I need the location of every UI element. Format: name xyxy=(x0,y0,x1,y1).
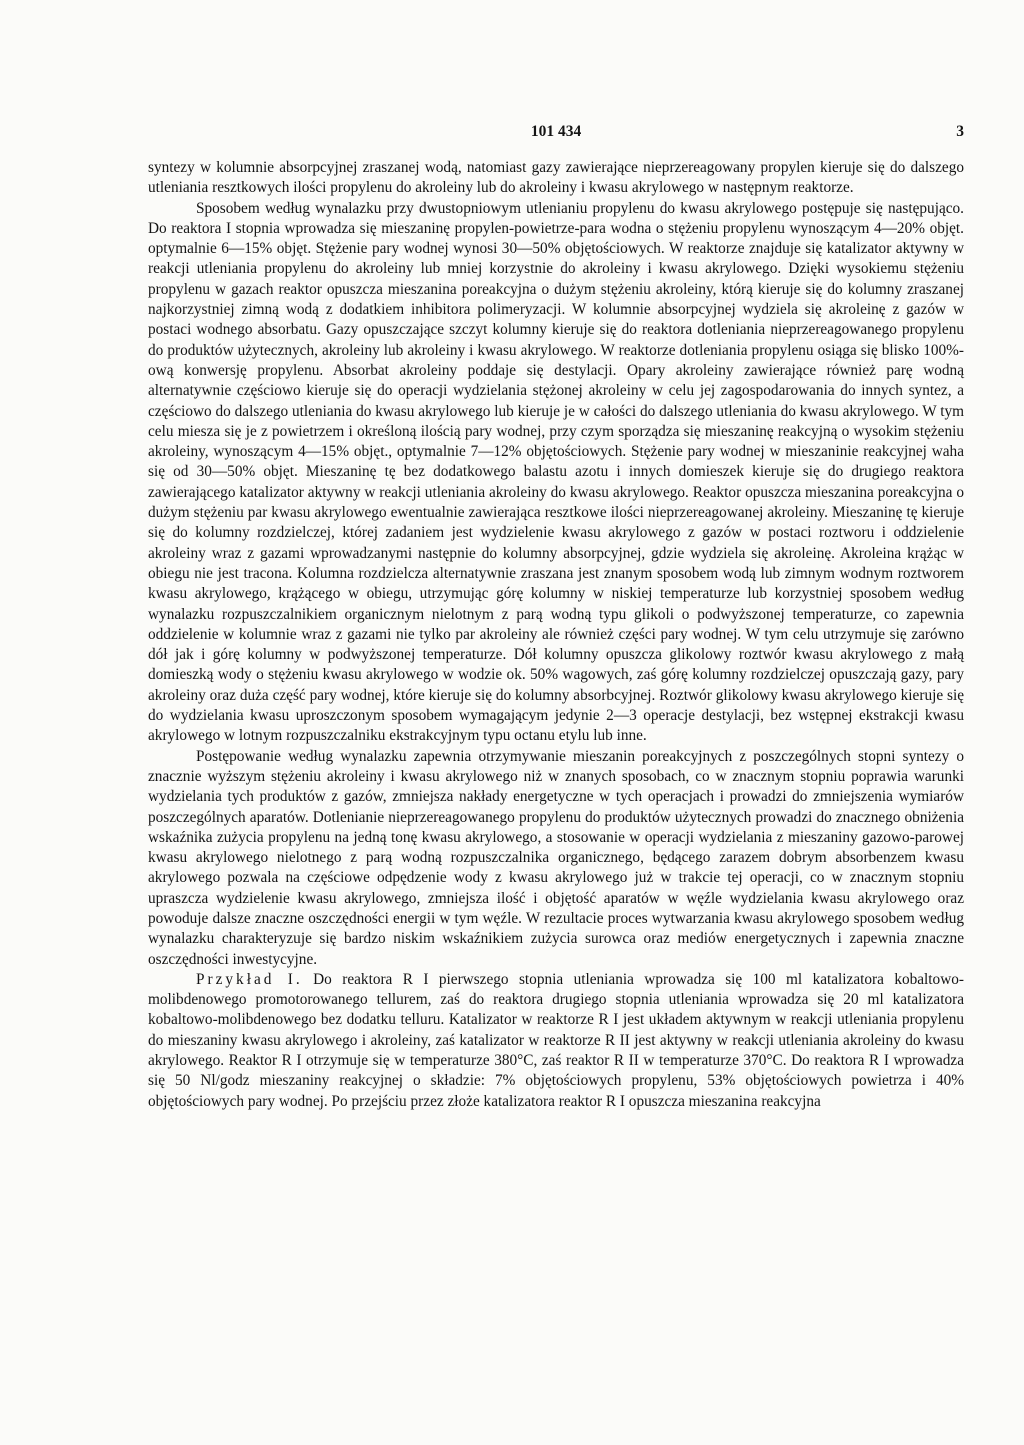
paragraph-text: Do reaktora R I pierwszego stopnia utleniania wprowadza się 100 ml katalizatora kobaltowo-molibdenowego promotorowanego tellurem, zaś do reaktora drugiego stopnia utleniania wprowadza się 20 ml katalizatora kobaltowo-molibdenowego bez dodatku telluru. Katalizator w reaktorze R I jest układem aktywnym w reakcji utleniania propylenu do mieszaniny kwasu akrylowego i akroleiny, zaś katalizator w reaktorze R II jest aktywny w reakcji utleniania akroleiny do kwasu akrylowego. Reaktor R I otrzymuje się w temperaturze 380°C, zaś reaktor R II w temperaturze 370°C. Do reaktora R I wprowadza się 50 Nl/godz mieszaniny reakcyjnej o składzie: 7% objętościowych propylenu, 53% objętościowych powietrza i 40% objętościowych pary wodnej. Po przejściu przez złoże katalizatora reaktor R I opuszcza mieszanina reakcyjna xyxy=(148,970,964,1110)
paragraph-text: Postępowanie według wynalazku zapewnia otrzymywanie mieszanin poreakcyjnych z poszczególnych stopni syntezy o znacznie wyższym stężeniu akroleiny i kwasu akrylowego niż w znanych sposobach, co w znacznym stopniu poprawia warunki wydzielania tych produktów z gazów, zmniejsza nakłady energetyczne w tych operacjach i prowadzi do zmniejszenia wymiarów poszczególnych aparatów. Dotlenianie nieprzereagowanego propylenu do produktów użytecznych prowadzi do znacznego obniżenia wskaźnika zużycia propylenu na jedną tonę kwasu akrylowego, a stosowanie w operacji wydzielania z mieszaniny gazowo-parowej kwasu akrylowego nielotnego z parą wodną rozpuszczalnika organicznego, będącego zarazem dobrym absorbenzem kwasu akrylowego pozwala na częściowe odpędzenie wody z kwasu akrylowego już w trakcie tej operacji, co w znacznym stopniu upraszcza wydzielenie kwasu akrylowego, zmniejsza ilość i objętość aparatów w węźle wydzielania kwasu akrylowego oraz powoduje dalsze znaczne oszczędności energii w tym węźle. W rezultacie proces wytwarzania kwasu akrylowego sposobem według wynalazku charakteryzuje się bardzo niskim wskaźnikiem zużycia surowca oraz mediów energetycznych i zapewnia znaczne oszczędności inwestycyjne. xyxy=(148,747,964,968)
paragraph-text: syntezy w kolumnie absorpcyjnej zraszanej wodą, natomiast gazy zawierające nieprzereagowany propylen kieruje się do dalszego utleniania resztkowych ilości propylenu do akroleiny lub do akroleiny i kwasu akrylowego w następnym reaktorze. xyxy=(148,159,964,197)
body-text xyxy=(148,158,964,1112)
paragraph-advantages xyxy=(148,747,964,970)
paragraph-method xyxy=(148,199,964,747)
example-heading: Przykład I. xyxy=(196,970,303,988)
paragraph-continuation xyxy=(148,158,964,199)
page-number: 3 xyxy=(956,123,964,140)
paragraph-text: Sposobem według wynalazku przy dwustopniowym utlenianiu propylenu do kwasu akrylowego postępuje się następująco. Do reaktora I stopnia wprowadza się mieszaninę propylen-powietrze-para wodna o stężeniu propylenu wynoszącym 4—20% objęt. optymalnie 6—15% objęt. Stężenie pary wodnej wynosi 30—50% objętościowych. W reaktorze znajduje się katalizator aktywny w reakcji utleniania propylenu do akroleiny lub mniej korzystnie do akroleiny i kwasu akrylowego. Dzięki wysokiemu stężeniu propylenu w gazach reaktor opuszcza mieszanina poreakcyjna o dużym stężeniu akroleiny, którą kieruje się do kolumny zraszanej najkorzystniej zimną wodą z dodatkiem inhibitora polimeryzacji. W kolumnie absorpcyjnej wydziela się akroleinę z gazów w postaci wodnego absorbatu. Gazy opuszczające szczyt kolumny kieruje się do reaktora dotleniania nieprzereagowanego propylenu do produktów użytecznych, akroleiny lub akroleiny i kwasu akrylowego. W reaktorze dotleniania propylenu osiąga się blisko 100%-ową konwersję propylenu. Absorbat akroleiny poddaje się destylacji. Opary akroleiny zawierające również parę wodną alternatywnie częściowo kieruje się do operacji wydzielania stężonej akroleiny w celu jej zagospodarowania do innych syntez, a częściowo do dalszego utleniania do kwasu akrylowego lub kieruje je w całości do dalszego utleniania do kwasu akrylowego. W tym celu miesza się je z powietrzem i określoną ilością pary wodnej, przy czym sporządza się mieszaninę reakcyjną o wysokim stężeniu akroleiny, wynoszącym 4—15% objęt., optymalnie 7—12% objętościowych. Stężenie pary wodnej w mieszaninie reakcyjnej waha się od 30—50% objęt. Mieszaninę tę bez dodatkowego balastu azotu i innych domieszek kieruje się do drugiego reaktora zawierającego katalizator aktywny w reakcji utleniania akroleiny do kwasu akrylowego. Reaktor opuszcza mieszanina poreakcyjna o dużym stężeniu par kwasu akrylowego ewentualnie zawierająca resztkowe ilości nieprzereagowanej akroleiny. Mieszaninę tę kieruje się do kolumny rozdzielczej, której zadaniem jest wydzielenie kwasu akrylowego z gazów w postaci roztworu i oddzielenie akroleiny wraz z gazami wprowadzanymi następnie do kolumny absorpcyjnej, gdzie wydziela się akroleinę. Akroleina krążąc w obiegu nie jest tracona. Kolumna rozdzielcza alternatywnie zraszana jest znanym sposobem wodą lub zimnym wodnym roztworem kwasu akrylowego, krążącego w obiegu, utrzymując górę kolumny w niskiej temperaturze lub korzystniej sposobem według wynalazku rozpuszczalnikiem organicznym nielotnym z parą wodną typu glikoli o podwyższonej temperaturze, co zapewnia oddzielenie w kolumnie wraz z gazami nie tylko par akroleiny ale również części pary wodnej. W tym celu utrzymuje się zarówno dół jak i górę kolumny w podwyższonej temperaturze. Dół kolumny opuszcza glikolowy roztwór kwasu akrylowego z małą domieszką wody o stężeniu kwasu akrylowego w wodzie ok. 50% wagowych, zaś górę kolumny rozdzielczej opuszczają gazy, pary akroleiny oraz duża część pary wodnej, które kieruje się do kolumny absorbcyjnej. Roztwór glikolowy kwasu akrylowego kieruje się do wydzielania kwasu uproszczonym sposobem wymagającym jedynie 2—3 operacje destylacji, bez wstępnej ekstrakcji kwasu akrylowego w lotnym rozpuszczalniku ekstrakcyjnym typu octanu etylu lub inne. xyxy=(148,199,964,745)
paragraph-example-1 xyxy=(148,970,964,1112)
patent-number: 101 434 xyxy=(530,123,582,140)
page-header xyxy=(148,123,964,145)
